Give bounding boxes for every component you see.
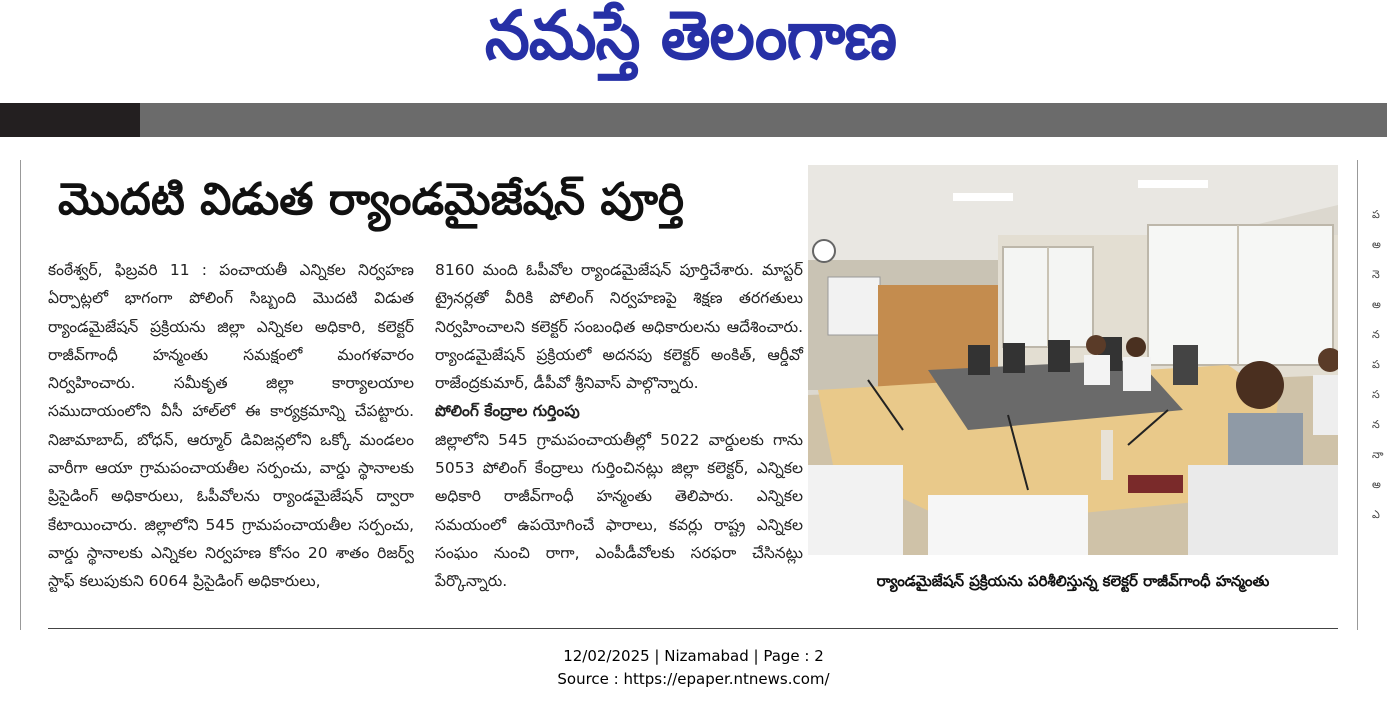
clip-right-edge xyxy=(1357,160,1358,630)
article-subhead: పోలింగ్ కేంద్రాల గుర్తింపు xyxy=(435,402,580,421)
article-column-1 xyxy=(48,256,414,596)
meeting-room-photo xyxy=(808,165,1338,555)
fragment-letter: అ xyxy=(1372,298,1381,311)
adjacent-article-fragment xyxy=(1372,200,1387,530)
fragment-letter: న xyxy=(1372,418,1380,431)
clip-left-edge xyxy=(20,160,21,630)
column-1-text: కంఠేశ్వర్, ఫిబ్రవరి 11 : పంచాయతీ ఎన్నికల నిర్వహణ ఏర్పాట్లలో భాగంగా పోలింగ్ సిబ్బంది మొదటి విడుత ర్యాండమైజేషన్ ప్రక్రియను జిల్లా ఎన్నికల అధికారి, కలెక్టర్ రాజీవ్‌గాంధీ హన్మంతు సమక్షంలో మంగళవారం నిర్వహించారు. సమీకృత జిల్లా కార్యాలయాల సముదాయంలోని వీసీ హాల్‌లో ఈ కార్యక్రమాన్ని చేపట్టారు. నిజామాబాద్, బోధన్, ఆర్మూర్ డివిజన్లలోని ఒక్కో మండలం వారీగా ఆయా గ్రామపంచాయతీల సర్పంచు, వార్డు స్థానాలకు ప్రిసైడింగ్ అధికారులు, ఓపీవోలను ర్యాండమైజేషన్ ద్వారా కేటాయించారు. జిల్లాలోని 545 గ్రామపంచాయతీల సర్పంచు, వార్డు స్థానాలకు ఎన్నికల నిర్వహణ కోసం 20 శాతం రిజర్వ్ స్టాఫ్ కలుపుకుని 6064 ప్రిసైడింగ్ అధికారులు, xyxy=(48,261,414,591)
fragment-letter: ప xyxy=(1372,358,1380,371)
column-2-paragraph-1: 8160 మంది ఓపీవోల ర్యాండమైజేషన్ పూర్తిచేశారు. మాస్టర్ ట్రైనర్లతో వీరికి పోలింగ్ నిర్వహణపై శిక్షణ తరగతులు నిర్వహించాలని కలెక్టర్ సంబంధిత అధికారులను ఆదేశించారు. ర్యాండమైజేషన్ ప్రక్రియలో అదనపు కలెక్టర్ అంకిత్, ఆర్డీవో రాజేంద్రకుమార్, డీపీవో శ్రీనివాస్ పాల్గొన్నారు. xyxy=(435,261,803,393)
footer-date-edition: 12/02/2025 | Nizamabad | Page : 2 xyxy=(563,647,824,665)
fragment-letter: స xyxy=(1372,388,1380,401)
newspaper-masthead xyxy=(0,0,1387,100)
fragment-letter: న xyxy=(1372,328,1380,341)
bottom-rule xyxy=(48,628,1338,629)
header-bar-dark xyxy=(0,103,140,137)
article-column-2 xyxy=(435,256,803,596)
fragment-letter: నా xyxy=(1372,448,1384,461)
header-bar-grey xyxy=(140,103,1387,137)
footer-source[interactable]: Source : https://epaper.ntnews.com/ xyxy=(557,670,830,688)
column-2-paragraph-2: జిల్లాలోని 545 గ్రామపంచాయతీల్లో 5022 వార్డులకు గాను 5053 పోలింగ్ కేంద్రాలు గుర్తించినట్లు జిల్లా కలెక్టర్, ఎన్నికల అధికారి రాజీవ్‌గాంధీ హన్మంతు తెలిపారు. ఎన్నికల సమయంలో ఉపయోగించే ఫారాలు, కవర్లు రాష్ట్ర ఎన్నికల సంఘం నుంచి రాగా, ఎంపీడీవోలకు సరఫరా చేసినట్లు పేర్కొన్నారు. xyxy=(435,430,803,591)
article-headline: మొదటి విడుత ర్యాండమైజేషన్ పూర్తి xyxy=(58,174,685,225)
fragment-letter: అ xyxy=(1372,238,1381,251)
fragment-letter: ఎ xyxy=(1372,508,1380,521)
article-photo xyxy=(808,165,1338,555)
masthead-logo-text: నమస్తే తెలంగాణ xyxy=(484,0,897,75)
photo-caption: ర్యాండమైజేషన్ ప్రక్రియను పరిశీలిస్తున్న కలెక్టర్ రాజీవ్‌గాంధీ హన్మంతు xyxy=(876,572,1270,590)
fragment-letter: ప xyxy=(1372,208,1380,221)
fragment-letter: అ xyxy=(1372,478,1381,491)
fragment-letter: నె xyxy=(1372,268,1380,281)
